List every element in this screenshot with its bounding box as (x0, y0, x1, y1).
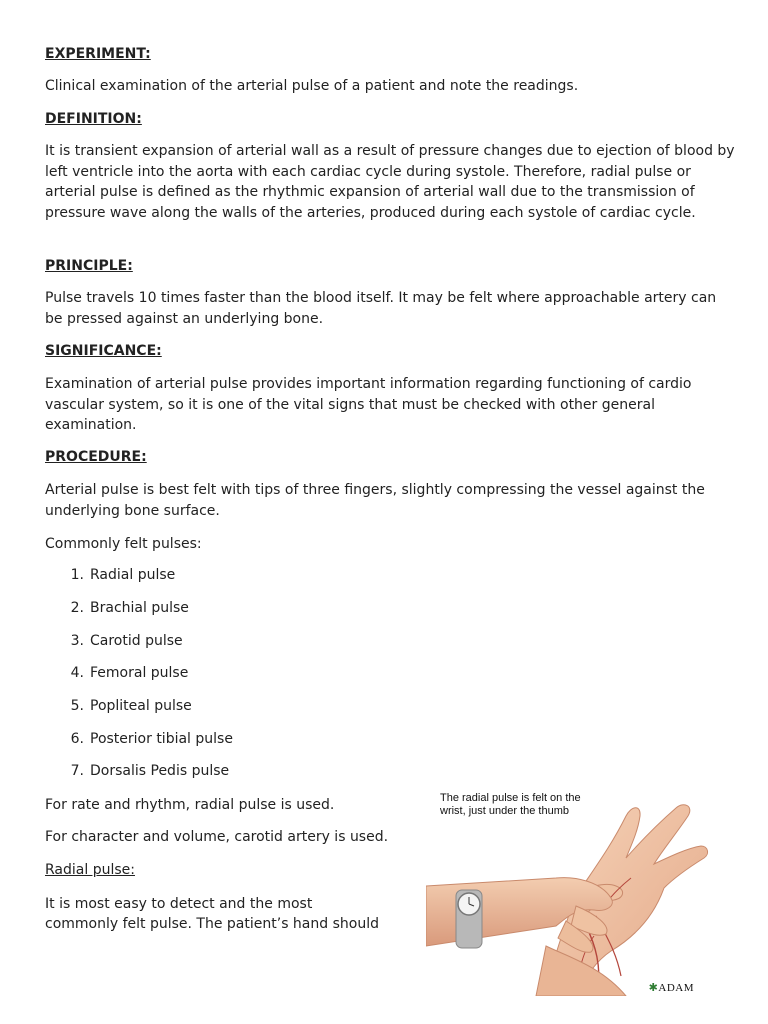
list-item: 4. Femoral pulse (70, 665, 189, 681)
leaf-icon: ✱ (648, 982, 659, 994)
definition-heading: DEFINITION: (45, 111, 142, 127)
list-item: 5. Popliteal pulse (70, 698, 192, 714)
list-item: 6. Posterior tibial pulse (70, 731, 233, 747)
rate-note: For rate and rhythm, radial pulse is used. (45, 797, 335, 813)
figure-caption: The radial pulse is felt on the wrist, just under the thumb (440, 792, 581, 817)
list-item: 2. Brachial pulse (70, 600, 189, 616)
principle-heading: PRINCIPLE: (45, 258, 133, 274)
list-item: 3. Carotid pulse (70, 633, 183, 649)
list-item: 1. Radial pulse (70, 567, 176, 583)
definition-text: It is transient expansion of arterial wall as a result of pressure changes due to ejection of blood by left ventricle into the aorta with each cardiac cycle during systole. Therefore, radial pulse or arterial pulse is defined as the rhythmic expansion of arterial wall due to the transmission of pressure wave along the walls of the arteries, produced during each systole of cardiac cycle. (45, 143, 735, 221)
experiment-heading: EXPERIMENT: (45, 46, 151, 62)
list-item: 7. Dorsalis Pedis pulse (70, 763, 230, 779)
pulses-intro: Commonly felt pulses: (45, 536, 202, 552)
procedure-text: Arterial pulse is best felt with tips of three fingers, slightly compressing the vessel against the underlying bone surface. (45, 482, 705, 519)
character-note: For character and volume, carotid artery is used. (45, 829, 389, 845)
radial-text-line2: commonly felt pulse. The patient’s hand should (45, 916, 379, 932)
radial-text-line1: It is most easy to detect and the most (45, 896, 313, 912)
significance-heading: SIGNIFICANCE: (45, 343, 162, 359)
significance-text: Examination of arterial pulse provides important information regarding functioning of cardio vascular system, so it is one of the vital signs that must be checked with other general examination. (45, 376, 692, 433)
experiment-text: Clinical examination of the arterial pulse of a patient and note the readings. (45, 78, 579, 94)
procedure-heading: PROCEDURE: (45, 449, 147, 465)
adam-logo: ✱ADAM (648, 982, 694, 994)
radial-heading: Radial pulse: (45, 862, 135, 878)
principle-text: Pulse travels 10 times faster than the blood itself. It may be felt where approachable artery can be pressed against an underlying bone. (45, 290, 717, 327)
radial-pulse-illustration (426, 786, 716, 996)
